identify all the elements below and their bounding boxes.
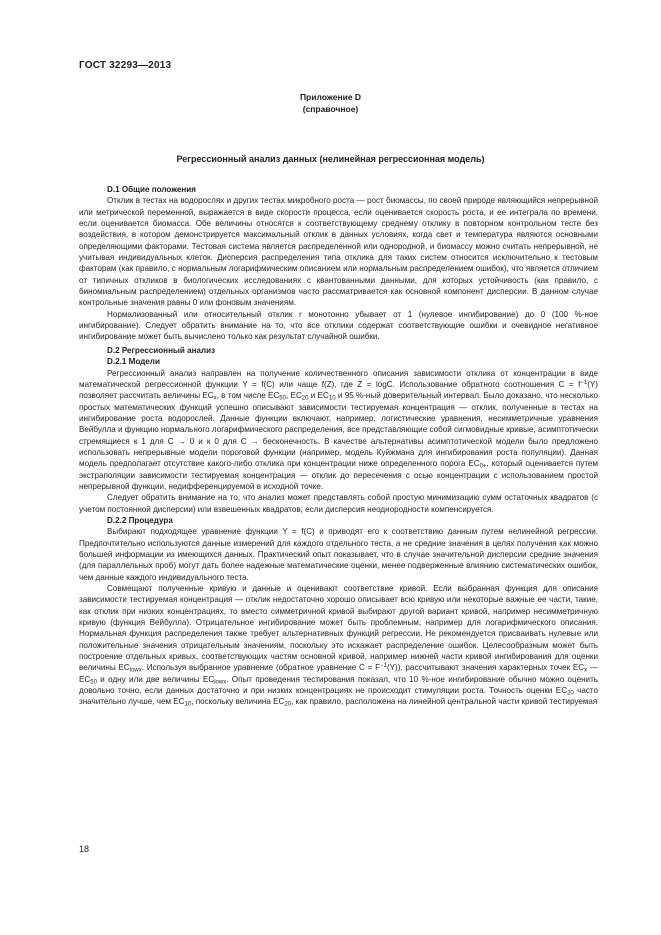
- section-heading-d2: D.2 Регрессионный анализ: [107, 345, 216, 355]
- paragraph: Отклик в тестах на водорослях и других тестах микробного роста — рост биомассы, по своей природе являющийся непрерывной или метрической переменной, выражается в виде скорости процесса, если оценивается скорость роста, и ее интеграла по времени, если оценивается биомасса. Обе величины относятся к соответствующему среднему отклику в повторном контрольном тесте без воздействия, в котором демонстрируется максимальный отклик в данных условиях, когда свет и температура являются основными определяющими факторами. Тестовая система является распределенной или однородной, и биомассу можно считать непрерывной, не учитывая индивидуальных клеток. Дисперсия распределения типа отклика для таких систем относится исключительно к тестовым факторам (как правило, с нормальным логарифмическим описанием или нормальным распределением ошибок), что является отличием от типичных откликов в биологических исследованиях с квантованными данными, для которых устойчивость (как правило, с биномиальным распределением) отдельных организмов часто рассматривается как основной компонент дисперсии. В данном случае контрольные значения равны 0 или фоновым значениям.: [79, 196, 598, 308]
- section-heading-d1: D.1 Общие положения: [107, 185, 196, 194]
- section-heading-d22: D.2.2 Процедура: [107, 515, 173, 525]
- document-body: [79, 184, 598, 708]
- paragraph: Следует обратить внимание на то, что анализ может представлять собой простую минимизацию сумм остаточных квадратов (с учетом постоянной дисперсии) или взвешенных квадратов, если дисперсия неоднородности компенсируется.: [79, 493, 598, 514]
- page-number: 18: [79, 844, 90, 854]
- appendix-note: (справочное): [302, 104, 359, 114]
- paragraph: Совмещают полученные кривую и данные и оценивают соответствие кривой. Если выбранная функция для описания зависимости тестируемая концентрация — отклик недостаточно хорошо описывает всю кривую или некоторые важные ее части, такие, как отклик при низких концентрациях, то вместо симметричной кривой выбирают другой вариант кривой, например несимметричную кривую (функция Вейбулла). Отрицательное ингибирование может быть проблемным, например для логарифмического описания. Нормальная функция распределения также требует альтернативных функций регрессии. Не рекомендуется присваивать нулевые или положительные значения отрицательным значениям, поскольку это искажает распределение ошибок. Целесообразным может быть построение отдельных кривых, соответствующих частям основной кривой, например нижней части кривой ингибирования для оценки величины $EC_{lowx}$. Используя выбранное уравнение (обратное уравнение $C = F^{-1}(Y)$), рассчитывают значения характерных точек $EC_x$ — $EC_{50}$ и одну или две величины $EC_{lowx}$. Опыт проведения тестирования показал, что 10 %-ное ингибирование обычно можно оценить довольно точно, если данных достаточно и при низких концентрациях не происходит стимуляции роста. Точность оценки $EC_{20}$ часто значительно лучше, чем $EC_{10}$, поскольку величина $EC_{20}$, как правило, расположена на линейной центральной части кривой тестируемая: [79, 584, 599, 708]
- section-heading-d21: D.2.1 Модели: [107, 357, 160, 367]
- document-title: Регрессионный анализ данных (нелинейная регрессионная модель): [176, 154, 485, 164]
- appendix-label: Приложение D: [299, 92, 362, 102]
- paragraph: Нормализованный или относительный отклик r монотонно убывает от 1 (нулевое ингибирование) до 0 (100 %-ное ингибирование). Следует обратить внимание на то, что все отклики содержат соответствующие ошибки и очевидное негативное ингибирование может быть вычислено только как результат случайной ошибки.: [79, 309, 598, 342]
- paragraph: Регрессионный анализ направлен на получение количественного описания зависимости отклика от концентрации в виде математической регрессионной функции Y = f(C) или чаще f(Z), где Z = logC. Использование обратного соотношения $C = f^{-1}(Y)$ позволяет рассчитать величины $EC_x$, в том числе $EC_{50}$, $EC_{20}$ и $EC_{10}$ и 95 %-ный доверительный интервал. Было доказано, что несколько простых математических функций успешно описывают зависимости тестируемая концентрация — отклик, полученные в тестах на ингибирование роста водорослей. Данные функции включают, например, логистические уравнения, несимметричные уравнения Вейбулла и функцию нормального логарифмического распределения, все представляющие собой сигмовидные кривые, асимптотически стремящиеся к 1 для C → 0 и к 0 для C → бесконечность. В качестве альтернативы асимптотической модели было предложено использовать непрерывные модели пороговой функции (например, модель Куйжмана для ингибирования роста популяции). Данная модель предполагает отсутствие какого-либо отклика при концентрации ниже определенного порога $EC_{0+}$, который оценивается путем экстраполяции зависимости тестируемая концентрация — отклик до пересечения с осью концентрации с использованием простой непрерывной функции, недифференцируемой в исходной точке.: [79, 368, 599, 491]
- paragraph: Выбирают подходящее уравнение функции Y = f(C) и приводят его к соответствию данным путем нелинейной регрессии. Предпочтительно используются данные измерений для каждого отдельного теста, а не средние значения в целях получения как можно большей информации из имеющихся данных. Практический опыт показывает, что в случае значительной дисперсии средние значения (для параллельных проб) могут дать более надежные математические оценки, менее подверженные влиянию систематических ошибок, чем данные каждого индивидуального теста.: [79, 527, 598, 582]
- standard-header: ГОСТ 32293—2013: [79, 60, 172, 71]
